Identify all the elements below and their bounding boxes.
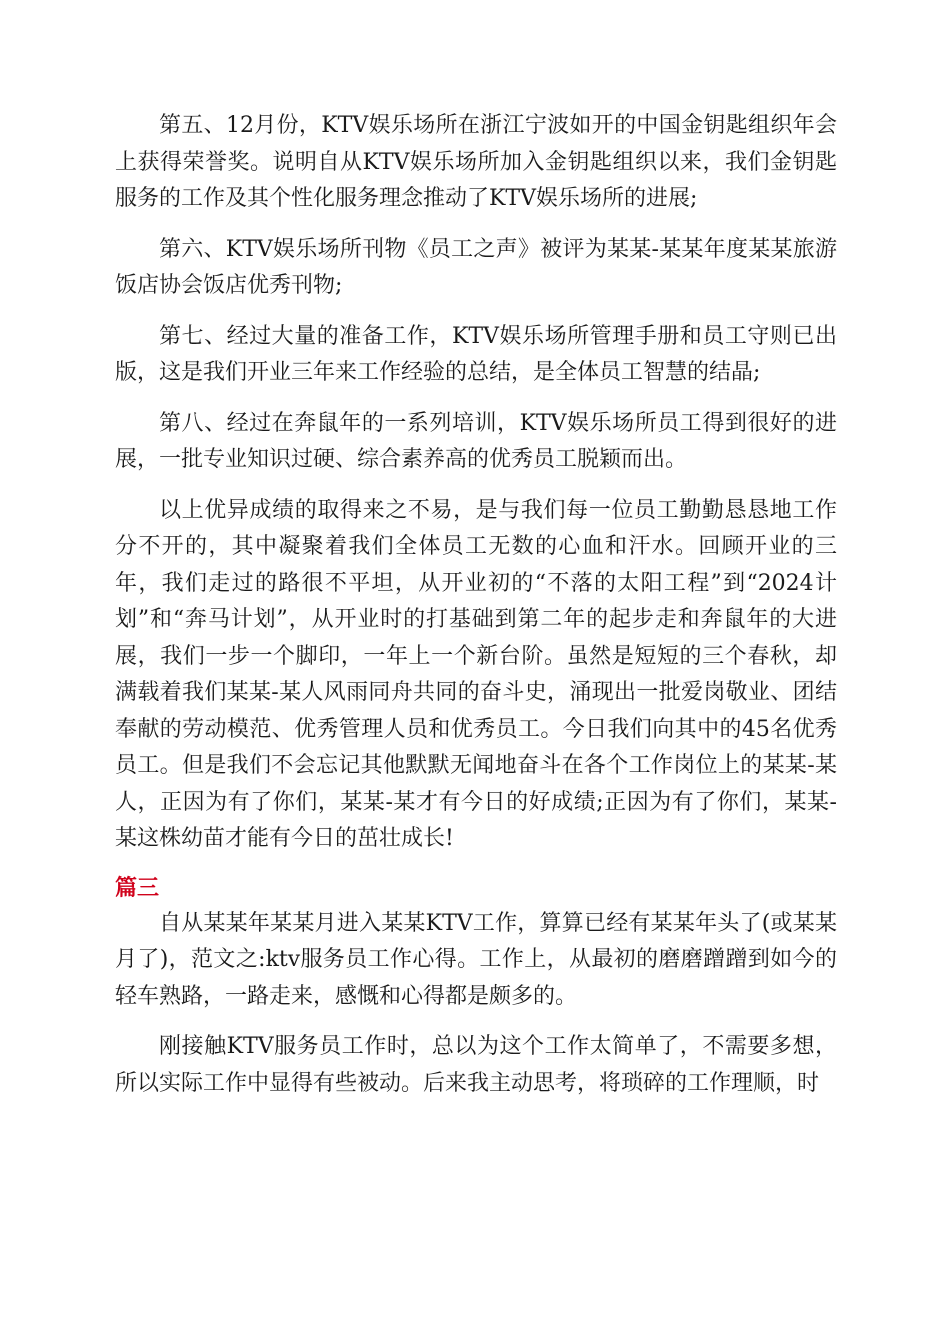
paragraph-summary: 以上优异成绩的取得来之不易，是与我们每一位员工勤勤恳恳地工作分不开的，其中凝聚着我们全体员工无数的心血和汗水。回顾开业的三年，我们走过的路很不平坦，从开业初的“不落的太阳工程”到“2024计划”和“奔马计划”，从开业时的打基础到第二年的起步走和奔鼠年的大进展，我们一步一个脚印，一年上一个新台阶。虽然是短短的三个春秋，却满载着我们某某-某人风雨同舟共同的奋斗史，涌现出一批爱岗敬业、团结奉献的劳动模范、优秀管理人员和优秀员工。今日我们向其中的45名优秀员工。但是我们不会忘记其他默默无闻地奋斗在各个工作岗位上的某某-某人，正因为有了你们，某某-某才有今日的好成绩;正因为有了你们，某某-某这株幼苗才能有今日的茁壮成长! <box>115 497 837 851</box>
paragraph-seventh: 第七、经过大量的准备工作，KTV娱乐场所管理手册和员工守则已出版，这是我们开业三年来工作经验的总结，是全体员工智慧的结晶; <box>115 323 837 385</box>
paragraph-intro: 自从某某年某某月进入某某KTV工作，算算已经有某某年头了(或某某月了)，范文之:ktv服务员工作心得。工作上，从最初的磨磨蹭蹭到如今的轻车熟路，一路走来，感慨和心得都是颇多的。 <box>115 910 837 1009</box>
document-page <box>115 108 837 1102</box>
paragraph-eighth: 第八、经过在奔鼠年的一系列培训，KTV娱乐场所员工得到很好的进展，一批专业知识过硬、综合素养高的优秀员工脱颖而出。 <box>115 410 837 472</box>
paragraph-fifth: 第五、12月份，KTV娱乐场所在浙江宁波如开的中国金钥匙组织年会上获得荣誉奖。说明自从KTV娱乐场所加入金钥匙组织以来，我们金钥匙服务的工作及其个性化服务理念推动了KTV娱乐场所的进展; <box>115 113 837 211</box>
paragraph-first-contact: 刚接触KTV服务员工作时，总以为这个工作太简单了，不需要多想，所以实际工作中显得有些被动。后来我主动思考，将琐碎的工作理顺，时 <box>115 1034 837 1096</box>
paragraph-sixth: 第六、KTV娱乐场所刊物《员工之声》被评为某某-某某年度某某旅游饭店协会饭店优秀刊物; <box>115 236 837 298</box>
section-heading: 篇三 <box>115 875 160 901</box>
